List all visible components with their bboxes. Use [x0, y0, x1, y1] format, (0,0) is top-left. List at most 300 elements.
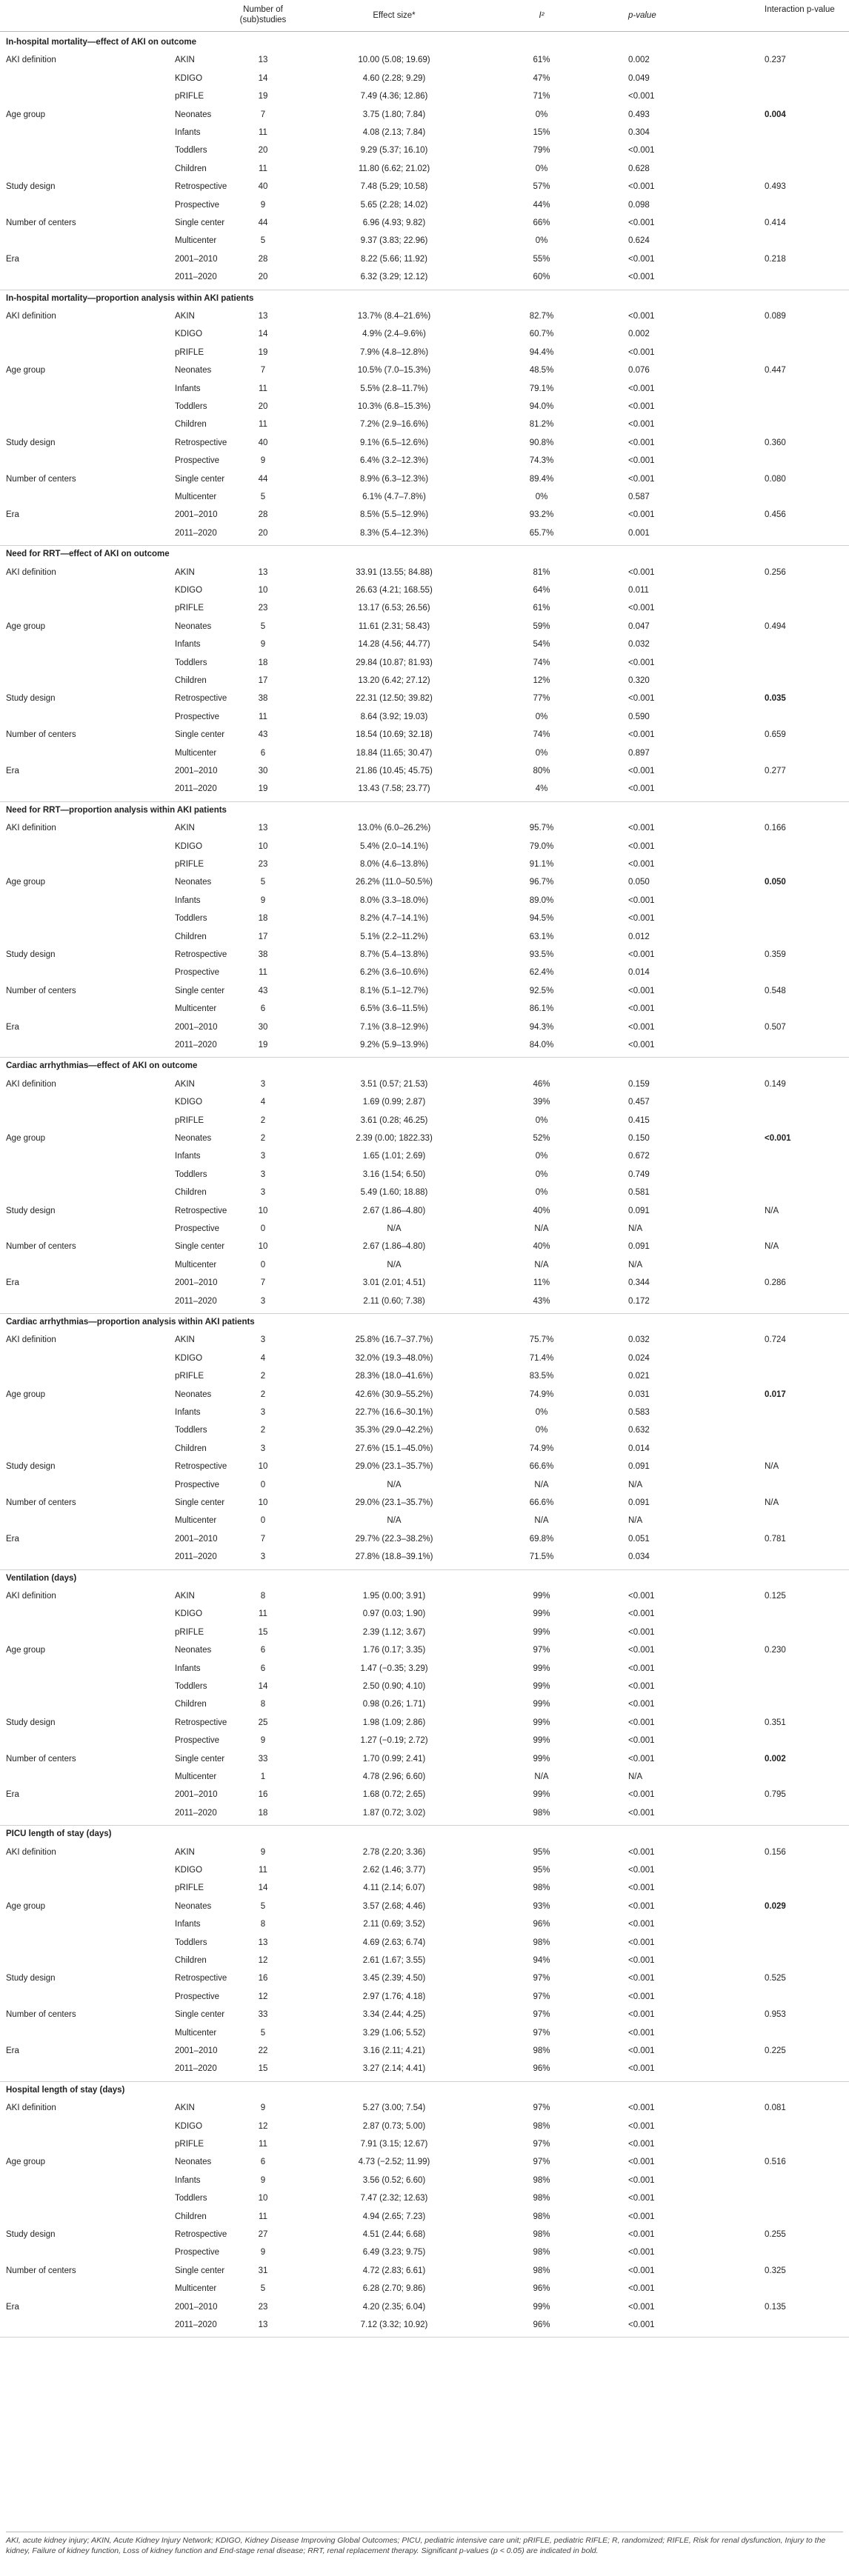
p-value-cell: <0.001	[628, 2121, 655, 2131]
effect-size-cell: 29.84 (10.87; 81.93)	[356, 658, 433, 667]
n-cell: 28	[258, 254, 268, 264]
subgroup-cell: KDIGO	[175, 1866, 203, 1875]
i2-cell: 99%	[533, 1790, 550, 1800]
category-cell: AKI definition	[6, 1847, 56, 1857]
i2-cell: 61%	[533, 604, 550, 613]
i2-cell: 71.4%	[529, 1353, 554, 1363]
subgroup-cell: Multicenter	[175, 2284, 217, 2294]
n-cell: 10	[258, 1206, 268, 1215]
p-value-cell: 0.002	[628, 56, 650, 65]
n-cell: 10	[258, 1242, 268, 1252]
n-cell: 6	[260, 1646, 266, 1655]
i2-cell: 0%	[535, 712, 548, 721]
table-row	[0, 90, 849, 104]
section-title	[0, 292, 849, 306]
category-cell: Era	[6, 254, 19, 264]
n-cell: 4	[260, 1098, 266, 1107]
i2-cell: 98%	[533, 2266, 550, 2275]
category-cell: Number of centers	[6, 1242, 76, 1252]
p-value-cell: <0.001	[628, 2028, 655, 2038]
subgroup-cell: Neonates	[175, 878, 212, 887]
effect-size-cell: 22.7% (16.6–30.1%)	[355, 1408, 433, 1417]
i2-cell: 66%	[533, 218, 550, 227]
i2-cell: 74%	[533, 658, 550, 667]
i2-cell: 99%	[533, 1609, 550, 1619]
i2-cell: 48.5%	[529, 366, 554, 376]
table-row	[0, 984, 849, 998]
n-cell: 6	[260, 1004, 266, 1014]
section-title	[0, 1572, 849, 1586]
table-row	[0, 1168, 849, 1182]
p-value-cell: <0.001	[628, 254, 655, 264]
i2-cell: 57%	[533, 182, 550, 192]
table-row	[0, 1990, 849, 2004]
n-cell: 5	[260, 493, 266, 501]
i2-cell: 96%	[533, 1920, 550, 1929]
effect-size-cell: N/A	[387, 1516, 402, 1526]
p-value-cell: 0.050	[628, 878, 650, 887]
category-cell: Era	[6, 510, 19, 520]
p-value-cell: <0.001	[628, 146, 655, 156]
i2-cell: 90.8%	[529, 438, 554, 447]
subgroup-cell: Multicenter	[175, 493, 217, 501]
n-cell: 14	[258, 1883, 268, 1893]
interaction-p-cell: 0.135	[765, 2302, 786, 2312]
subgroup-cell: Neonates	[175, 621, 212, 631]
n-cell: 11	[259, 1609, 267, 1619]
n-cell: 12	[258, 1956, 268, 1965]
table-row	[0, 2155, 849, 2169]
table-row	[0, 72, 849, 86]
subgroup-cell: Infants	[175, 1152, 201, 1161]
i2-cell: 60%	[533, 273, 550, 282]
section-title-text: Hospital length of stay (days)	[6, 2085, 125, 2095]
i2-cell: 44%	[533, 200, 550, 210]
table-row	[0, 1095, 849, 1110]
table-row	[0, 821, 849, 835]
i2-cell: 62.4%	[529, 968, 554, 978]
table-row	[0, 1514, 849, 1528]
interaction-p-cell: 0.548	[765, 986, 786, 995]
subgroup-cell: Prospective	[175, 1736, 220, 1746]
interaction-p-cell: N/A	[765, 1498, 779, 1507]
i2-cell: 98%	[533, 2212, 550, 2221]
effect-size-cell: 4.73 (−2.52; 11.99)	[358, 2158, 430, 2167]
table-row	[0, 1442, 849, 1456]
table-row	[0, 508, 849, 522]
n-cell: 17	[258, 932, 268, 941]
n-cell: 20	[258, 528, 268, 538]
effect-size-cell: 6.28 (2.70; 9.86)	[362, 2284, 426, 2294]
n-cell: 7	[260, 1534, 266, 1544]
interaction-p-cell: 0.125	[765, 1592, 786, 1601]
p-value-cell: 0.091	[628, 1206, 650, 1215]
p-value-cell: <0.001	[628, 1847, 655, 1857]
interaction-p-cell: 0.225	[765, 2046, 786, 2055]
i2-cell: 43%	[533, 1296, 550, 1306]
category-cell: Study design	[6, 438, 56, 447]
effect-size-cell: 13.43 (7.58; 23.77)	[358, 784, 430, 794]
section-title	[0, 2083, 849, 2098]
table-row	[0, 2120, 849, 2134]
i2-cell: 93%	[533, 1901, 550, 1911]
p-value-cell: <0.001	[628, 273, 655, 282]
p-value-cell: <0.001	[628, 312, 655, 321]
subgroup-cell: 2011–2020	[175, 2064, 217, 2074]
i2-cell: 94.3%	[529, 1022, 554, 1032]
section-title	[0, 36, 849, 50]
i2-cell: 79.0%	[529, 841, 554, 851]
section-title-text: Cardiac arrhythmias—effect of AKI on outcome	[6, 1061, 198, 1071]
subgroup-cell: KDIGO	[175, 1353, 203, 1363]
i2-cell: 89.0%	[529, 895, 554, 905]
n-cell: 30	[258, 1022, 268, 1032]
p-value-cell: 0.011	[628, 586, 649, 595]
category-cell: Era	[6, 767, 19, 775]
i2-cell: 46%	[533, 1079, 550, 1089]
n-cell: 8	[260, 1592, 266, 1601]
effect-size-cell: 42.6% (30.9–55.2%)	[355, 1389, 433, 1399]
section-divider	[0, 801, 849, 802]
n-cell: 7	[260, 1278, 266, 1288]
i2-cell: 99%	[533, 1736, 550, 1746]
header-interaction-p-value: Interaction p-value	[765, 5, 835, 14]
p-value-cell: 0.897	[628, 748, 650, 758]
p-value-cell: <0.001	[628, 604, 655, 613]
effect-size-cell: 7.1% (3.8–12.9%)	[359, 1022, 429, 1032]
category-cell: Study design	[6, 182, 56, 192]
effect-size-cell: 21.86 (10.45; 45.75)	[356, 767, 433, 775]
table-row	[0, 436, 849, 450]
header-p-value: p-value	[628, 11, 656, 20]
n-cell: 9	[260, 2248, 266, 2258]
category-cell: Era	[6, 1278, 19, 1288]
p-value-cell: <0.001	[628, 860, 655, 869]
section-divider	[0, 1313, 849, 1314]
subgroup-cell: Prospective	[175, 200, 220, 210]
effect-size-cell: 2.11 (0.69; 3.52)	[363, 1920, 425, 1929]
i2-cell: 92.5%	[529, 986, 554, 995]
effect-size-cell: 3.57 (2.68; 4.46)	[362, 1901, 426, 1911]
table-row	[0, 1589, 849, 1604]
category-cell: Number of centers	[6, 986, 76, 995]
p-value-cell: <0.001	[628, 1790, 655, 1800]
subgroup-cell: Toddlers	[175, 146, 207, 156]
table-row	[0, 840, 849, 854]
i2-cell: 96%	[533, 2064, 550, 2074]
effect-size-cell: 9.2% (5.9–13.9%)	[359, 1041, 429, 1050]
p-value-cell: 0.587	[628, 493, 650, 501]
n-cell: 17	[258, 676, 268, 685]
n-cell: 5	[260, 2284, 266, 2294]
p-value-cell: 0.091	[628, 1462, 650, 1472]
effect-size-cell: 9.37 (3.83; 22.96)	[360, 236, 428, 246]
p-value-cell: 0.034	[628, 1552, 650, 1562]
subgroup-cell: Infants	[175, 1408, 201, 1417]
table-row	[0, 1424, 849, 1438]
subgroup-cell: Single center	[175, 474, 225, 484]
effect-size-cell: 1.69 (0.99; 2.87)	[362, 1098, 426, 1107]
category-cell: Age group	[6, 1134, 46, 1143]
subgroup-cell: Single center	[175, 730, 225, 740]
i2-cell: 99%	[533, 1718, 550, 1727]
category-cell: Study design	[6, 694, 56, 704]
p-value-cell: 0.304	[628, 128, 650, 137]
p-value-cell: <0.001	[628, 218, 655, 227]
table-row	[0, 1954, 849, 1968]
p-value-cell: <0.001	[628, 2064, 655, 2074]
interaction-p-cell: 0.237	[765, 56, 786, 65]
effect-size-cell: 3.16 (1.54; 6.50)	[362, 1169, 426, 1179]
i2-cell: 81.2%	[529, 420, 554, 430]
p-value-cell: 0.150	[628, 1134, 650, 1143]
i2-cell: N/A	[534, 1224, 549, 1233]
effect-size-cell: 2.61 (1.67; 3.55)	[362, 1956, 426, 1965]
table-row	[0, 2300, 849, 2315]
i2-cell: 95.7%	[529, 824, 554, 833]
effect-size-cell: 2.87 (0.73; 5.00)	[362, 2121, 426, 2131]
n-cell: 13	[258, 567, 268, 577]
effect-size-cell: 5.65 (2.28; 14.02)	[360, 200, 428, 210]
effect-size-cell: 27.6% (15.1–45.0%)	[355, 1444, 433, 1453]
i2-cell: 96%	[533, 2284, 550, 2294]
n-cell: 16	[258, 1790, 268, 1800]
i2-cell: 96.7%	[529, 878, 554, 887]
subgroup-cell: Prospective	[175, 2248, 220, 2258]
table-row	[0, 2138, 849, 2152]
effect-size-cell: 3.56 (0.52; 6.60)	[362, 2175, 426, 2185]
n-cell: 11	[259, 968, 267, 978]
category-cell: Era	[6, 1022, 19, 1032]
subgroup-cell: Neonates	[175, 366, 212, 376]
table-row	[0, 894, 849, 908]
n-cell: 1	[260, 1772, 266, 1781]
table-row	[0, 1550, 849, 1564]
n-cell: 0	[260, 1480, 266, 1489]
interaction-p-cell: 0.156	[765, 1847, 786, 1857]
table-row	[0, 710, 849, 724]
p-value-cell: <0.001	[628, 824, 655, 833]
effect-size-cell: 13.0% (6.0–26.2%)	[357, 824, 431, 833]
table-row	[0, 1918, 849, 1932]
i2-cell: 54%	[533, 640, 550, 650]
subgroup-cell: Retrospective	[175, 1206, 227, 1215]
table-row	[0, 728, 849, 742]
effect-size-cell: 8.7% (5.4–13.8%)	[359, 950, 429, 959]
i2-cell: 11%	[533, 1278, 550, 1288]
i2-cell: 84.0%	[529, 1041, 554, 1050]
subgroup-cell: Infants	[175, 640, 201, 650]
subgroup-cell: Single center	[175, 986, 225, 995]
subgroup-cell: pRIFLE	[175, 1115, 204, 1125]
table-row	[0, 454, 849, 468]
n-cell: 18	[258, 658, 268, 667]
effect-size-cell: 4.78 (2.96; 6.60)	[362, 1772, 426, 1781]
table-row	[0, 1240, 849, 1254]
p-value-cell: <0.001	[628, 784, 655, 794]
effect-size-cell: 18.54 (10.69; 32.18)	[356, 730, 433, 740]
subgroup-cell: Retrospective	[175, 1462, 227, 1472]
p-value-cell: <0.001	[628, 474, 655, 484]
effect-size-cell: 7.48 (5.29; 10.58)	[360, 182, 428, 192]
interaction-p-cell: 0.516	[765, 2158, 786, 2167]
subgroup-cell: Infants	[175, 384, 201, 393]
effect-size-cell: 2.11 (0.60; 7.38)	[363, 1296, 425, 1306]
p-value-cell: <0.001	[628, 2046, 655, 2055]
i2-cell: N/A	[534, 1260, 549, 1269]
effect-size-cell: 10.3% (6.8–15.3%)	[357, 402, 431, 411]
n-cell: 33	[258, 2010, 268, 2020]
table-footnote: AKI, acute kidney injury; AKIN, Acute Kidney Injury Network; KDIGO, Kidney Disease Improving Global Outcomes; PICU, pediatric intensive care unit; pRIFLE, pediatric RIFLE; R, randomized; RIFLE, Risk for renal dysfunction, Injury to the kidney, Failure of kidney function, Loss of kidney function and End-stage renal disease; RRT, renal replacement therapy. Significant p-values (p < 0.05) are indicated in bold.	[6, 2532, 843, 2556]
i2-cell: 94.0%	[529, 402, 554, 411]
i2-cell: 65.7%	[529, 528, 554, 538]
effect-size-cell: N/A	[387, 1224, 402, 1233]
effect-size-cell: 3.75 (1.80; 7.84)	[362, 110, 426, 119]
p-value-cell: <0.001	[628, 2284, 655, 2294]
subgroup-cell: KDIGO	[175, 2121, 203, 2131]
effect-size-cell: 14.28 (4.56; 44.77)	[358, 640, 430, 650]
subgroup-cell: 2001–2010	[175, 2302, 218, 2312]
effect-size-cell: 8.2% (4.7–14.1%)	[359, 914, 429, 924]
interaction-p-cell: 0.359	[765, 950, 786, 959]
effect-size-cell: 2.67 (1.86–4.80)	[362, 1206, 426, 1215]
effect-size-cell: 1.87 (0.72; 3.02)	[362, 1808, 426, 1818]
p-value-cell: <0.001	[628, 1664, 655, 1673]
subgroup-cell: KDIGO	[175, 841, 203, 851]
p-value-cell: <0.001	[628, 895, 655, 905]
n-cell: 15	[258, 1627, 268, 1637]
category-cell: Study design	[6, 2230, 56, 2239]
table-row	[0, 1406, 849, 1420]
n-cell: 0	[260, 1516, 266, 1526]
table-row	[0, 527, 849, 541]
i2-cell: 98%	[533, 1883, 550, 1893]
p-value-cell: 0.091	[628, 1498, 650, 1507]
subgroup-cell: Multicenter	[175, 1516, 217, 1526]
i2-cell: 82.7%	[529, 312, 554, 321]
interaction-p-cell: 0.149	[765, 1079, 786, 1089]
n-cell: 10	[258, 1498, 268, 1507]
table-row	[0, 2210, 849, 2224]
subgroup-cell: AKIN	[175, 56, 195, 65]
i2-cell: 74.9%	[529, 1444, 554, 1453]
effect-size-cell: 1.70 (0.99; 2.41)	[362, 1754, 426, 1764]
p-value-cell: 0.415	[628, 1115, 650, 1125]
interaction-p-cell: 0.089	[765, 312, 786, 321]
n-cell: 9	[260, 1847, 266, 1857]
effect-size-cell: 1.65 (1.01; 2.69)	[362, 1152, 426, 1161]
i2-cell: 99%	[533, 1700, 550, 1709]
section-title	[0, 1827, 849, 1841]
header-i-squared: I²	[539, 11, 545, 20]
subgroup-cell: Single center	[175, 1754, 225, 1764]
i2-cell: 94%	[533, 1956, 550, 1965]
effect-size-cell: 3.01 (2.01; 4.51)	[362, 1278, 426, 1288]
effect-size-cell: 4.11 (2.14; 6.07)	[363, 1883, 425, 1893]
interaction-p-cell: 0.325	[765, 2266, 786, 2275]
subgroup-cell: Infants	[175, 1664, 201, 1673]
table-row	[0, 1532, 849, 1546]
p-value-cell: 0.159	[628, 1079, 650, 1089]
i2-cell: 99%	[533, 1682, 550, 1691]
table-row	[0, 1972, 849, 1986]
table-row	[0, 2318, 849, 2332]
subgroup-cell: Toddlers	[175, 402, 207, 411]
n-cell: 12	[258, 2121, 268, 2131]
interaction-p-cell: 0.456	[765, 510, 786, 520]
i2-cell: 97%	[533, 2158, 550, 2167]
p-value-cell: <0.001	[628, 1956, 655, 1965]
effect-size-cell: 25.8% (16.7–37.7%)	[355, 1335, 433, 1345]
table-row	[0, 1258, 849, 1272]
effect-size-cell: 4.60 (2.28; 9.29)	[362, 73, 426, 83]
n-cell: 3	[260, 1079, 266, 1089]
i2-cell: 97%	[533, 2010, 550, 2020]
effect-size-cell: 5.49 (1.60; 18.88)	[360, 1188, 428, 1198]
table-row	[0, 1186, 849, 1200]
i2-cell: 80%	[533, 767, 550, 775]
effect-size-cell: 13.17 (6.53; 26.56)	[358, 604, 430, 613]
effect-size-cell: 7.9% (4.8–12.8%)	[359, 347, 429, 357]
table-row	[0, 2246, 849, 2260]
subgroup-cell: KDIGO	[175, 330, 203, 339]
p-value-cell: 0.320	[628, 676, 650, 685]
n-cell: 14	[258, 73, 268, 83]
n-cell: 11	[259, 420, 267, 430]
i2-cell: 52%	[533, 1134, 550, 1143]
n-cell: 19	[258, 347, 268, 357]
p-value-cell: <0.001	[628, 730, 655, 740]
n-cell: 40	[258, 438, 268, 447]
effect-size-cell: 11.80 (6.62; 21.02)	[358, 164, 430, 173]
effect-size-cell: 8.5% (5.5–12.9%)	[359, 510, 429, 520]
effect-size-cell: 28.3% (18.0–41.6%)	[355, 1372, 433, 1381]
subgroup-cell: pRIFLE	[175, 1883, 204, 1893]
p-value-cell: 0.047	[628, 621, 650, 631]
p-value-cell: <0.001	[628, 510, 655, 520]
effect-size-cell: 0.98 (0.26; 1.71)	[362, 1700, 426, 1709]
interaction-p-cell: 0.795	[765, 1790, 786, 1800]
i2-cell: 98%	[533, 1938, 550, 1947]
category-cell: Era	[6, 1790, 19, 1800]
effect-size-cell: 2.78 (2.20; 3.36)	[362, 1847, 426, 1857]
subgroup-cell: KDIGO	[175, 1098, 203, 1107]
subgroup-cell: Retrospective	[175, 182, 227, 192]
effect-size-cell: 3.16 (2.11; 4.21)	[363, 2046, 425, 2055]
n-cell: 3	[260, 1335, 266, 1345]
subgroup-cell: Toddlers	[175, 1682, 207, 1691]
subgroup-cell: Retrospective	[175, 1974, 227, 1983]
n-cell: 20	[258, 273, 268, 282]
n-cell: 20	[258, 146, 268, 156]
i2-cell: 0%	[535, 1408, 548, 1417]
n-cell: 31	[258, 2266, 268, 2275]
category-cell: Age group	[6, 621, 46, 631]
table-row	[0, 764, 849, 778]
interaction-p-cell: <0.001	[765, 1134, 791, 1143]
n-cell: 14	[258, 1682, 268, 1691]
interaction-p-cell: 0.953	[765, 2010, 786, 2020]
p-value-cell: 0.031	[628, 1389, 650, 1399]
table-row	[0, 1276, 849, 1290]
n-cell: 2	[260, 1389, 266, 1399]
p-value-cell: N/A	[628, 1516, 643, 1526]
p-value-cell: 0.632	[628, 1426, 650, 1435]
category-cell: Study design	[6, 1206, 56, 1215]
p-value-cell: <0.001	[628, 438, 655, 447]
category-cell: Number of centers	[6, 2010, 76, 2020]
subgroup-cell: AKIN	[175, 1847, 195, 1857]
